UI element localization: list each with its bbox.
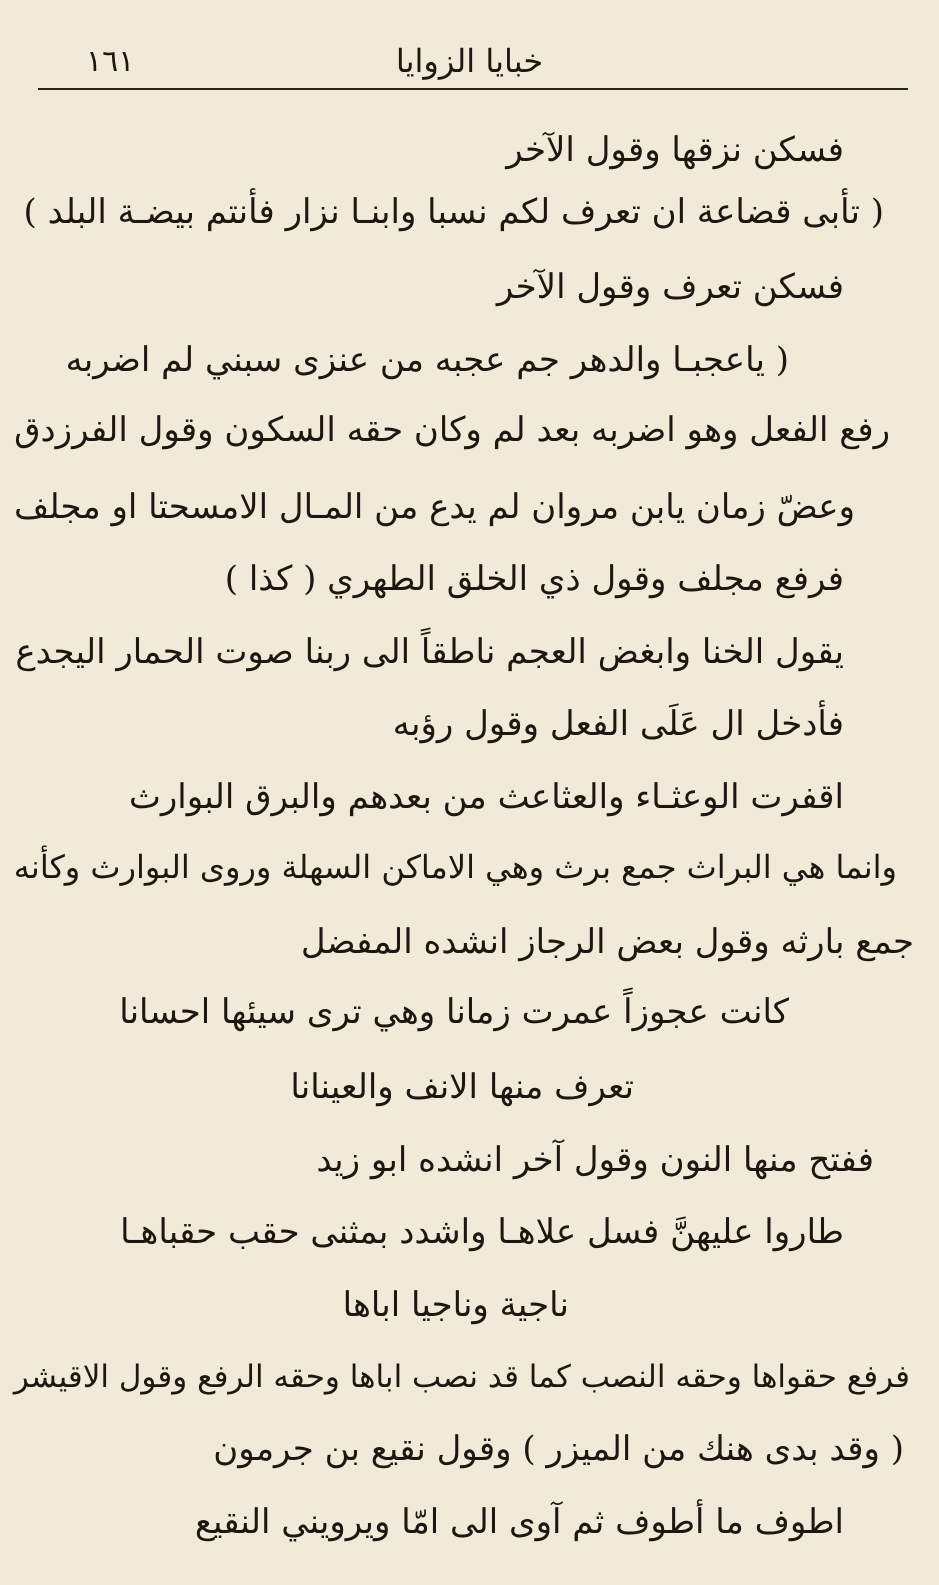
running-title: خبايا الزوايا xyxy=(395,42,544,80)
text-line: فسكن تعرف وقول الآخر xyxy=(496,267,844,307)
verse-line: كانت عجوزاً عمرت زمانا وهي ترى سيئها احسانا xyxy=(119,992,789,1032)
verse-line: ( وقد بدى هنك من الميزر ) وقول نقيع بن جرمون xyxy=(213,1429,904,1469)
text-line: رفع الفعل وهو اضربه بعد لم وكان حقه السكون وقول الفرزدق xyxy=(14,410,890,450)
verse-line: تعرف منها الانف والعينانا xyxy=(290,1067,634,1107)
text-line: ففتح منها النون وقول آخر انشده ابو زيد xyxy=(316,1140,874,1180)
page-number: ١٦١ xyxy=(86,44,135,79)
text-line: فسكن نزقها وقول الآخر xyxy=(506,130,844,170)
text-line: فرفع مجلف وقول ذي الخلق الطهري ( كذا ) xyxy=(224,559,844,599)
verse-line: يقول الخنا وابغض العجم ناطقاً الى ربنا صوت الحمار اليجدع xyxy=(15,632,844,672)
verse-line: وعضّ زمان يابن مروان لم يدع من المـال الامسحتا او مجلف xyxy=(14,487,855,527)
page-header xyxy=(0,38,939,88)
text-line: فرفع حقواها وحقه النصب كما قد نصب اباها وحقه الرفع وقول الاقيشر xyxy=(13,1359,910,1395)
text-line: جمع بارثه وقول بعض الرجاز انشده المفضل xyxy=(300,922,914,962)
verse-line: اقفرت الوعثـاء والعثاعث من بعدهم والبرق البوارث xyxy=(128,777,844,817)
header-rule xyxy=(38,88,908,90)
text-line: فأدخل ال عَلَى الفعل وقول رؤبه xyxy=(392,704,844,744)
verse-line: اطوف ما أطوف ثم آوى الى امّا ويرويني النقيع xyxy=(194,1502,844,1542)
verse-line: ( ياعجبـا والدهر جم عجبه من عنزى سبني لم اضربه xyxy=(65,340,789,380)
verse-line: ناجية وناجيا اباها xyxy=(342,1285,569,1325)
verse-line: ( تأبى قضاعة ان تعرف لكم نسبا وابنـا نزار فأنتم بيضـة البلد ) xyxy=(23,192,884,232)
text-line: وانما هي البراث جمع برث وهي الاماكن السهلة وروى البوارث وكأنه xyxy=(13,848,897,886)
verse-line: طاروا عليهنَّ فسل علاهـا واشدد بمثنى حقب حقباهـا xyxy=(120,1212,844,1252)
